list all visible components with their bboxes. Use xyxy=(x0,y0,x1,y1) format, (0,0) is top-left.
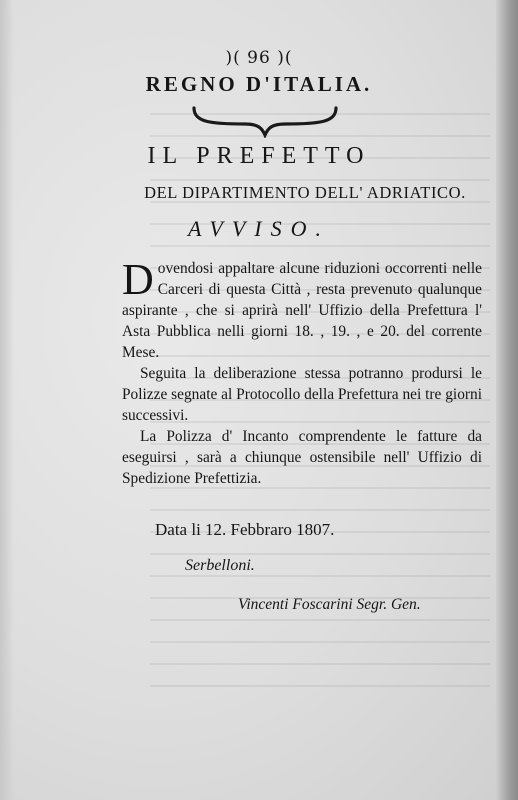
paragraph-1-text: ovendosi appaltare alcune riduzioni occorrenti nelle Carceri di questa Città , resta prevenuto qualunque aspirante , che si aprirà nell' Uffizio della Prefettura l' Asta Pubblica nelli giorni 18. , 19. , e 20. del corrente Mese. xyxy=(122,260,482,361)
kingdom-heading: REGNO D'ITALIA. xyxy=(145,72,373,96)
paragraph-1 xyxy=(122,255,482,363)
signature-prefect: Serbelloni. xyxy=(185,557,255,574)
notice-body xyxy=(122,255,482,489)
page-number: )( 96 )( xyxy=(225,48,293,68)
paragraph-2: Seguita la deliberazione stessa potranno prodursi le Polizze segnate al Protocollo della Prefettura nei tre giorni successivi. xyxy=(122,365,482,424)
issue-date: Data li 12. Febbraro 1807. xyxy=(155,520,335,539)
decorative-brace xyxy=(190,104,340,138)
binding-gutter xyxy=(496,0,518,800)
office-title: IL PREFETTO xyxy=(147,143,371,169)
paragraph-3: La Polizza d' Incanto comprendente le fatture da eseguirsi , sarà a chiunque ostensibile nell' Uffizio di Spedizione Prefettizia. xyxy=(122,428,482,487)
page-left-edge xyxy=(0,0,14,800)
signature-secretary: Vincenti Foscarini Segr. Gen. xyxy=(238,596,421,613)
department-title: DEL DIPARTIMENTO DELL' ADRIATICO. xyxy=(144,183,466,202)
drop-cap: D xyxy=(122,255,154,304)
notice-heading: AVVISO. xyxy=(188,216,330,241)
